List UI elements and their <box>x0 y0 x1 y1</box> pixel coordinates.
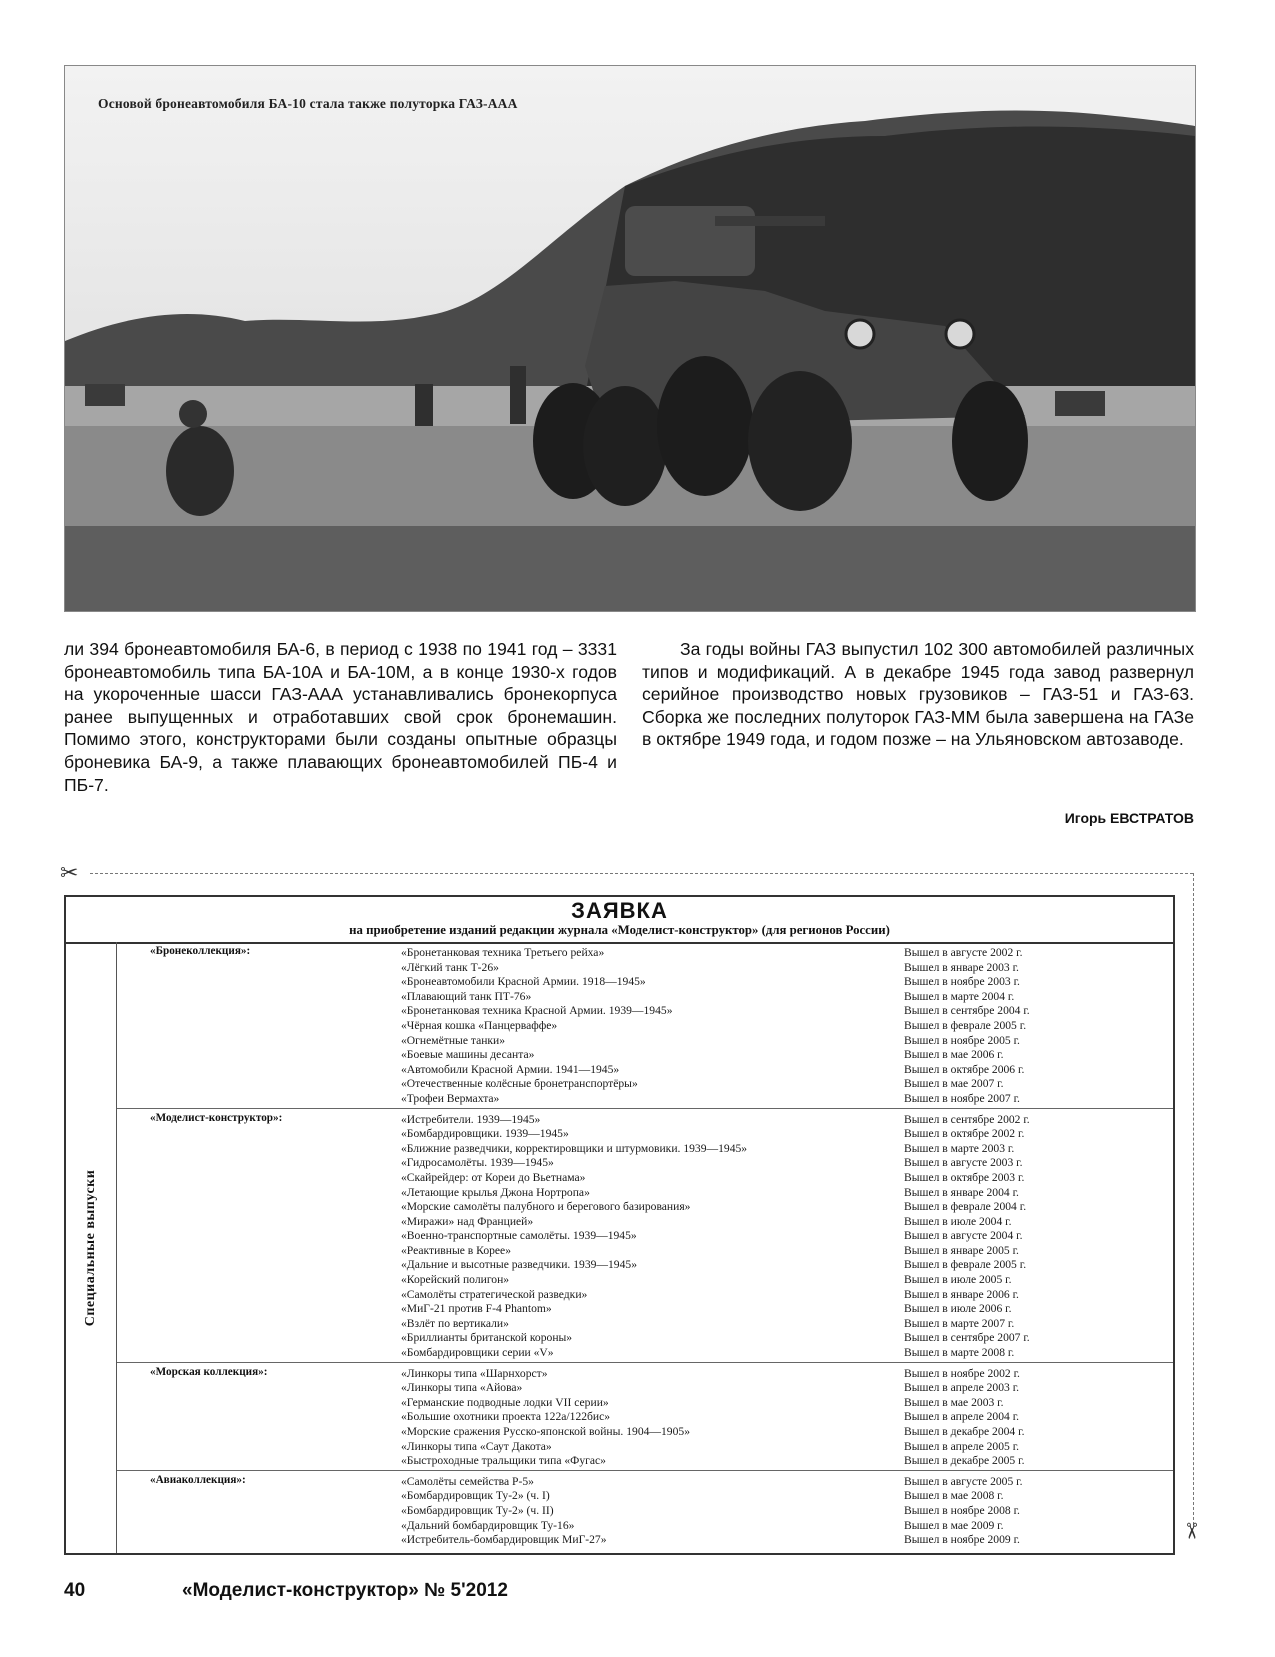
publication-row <box>117 1127 1173 1142</box>
publication-date: Вышел в декабре 2004 г. <box>904 1425 1025 1438</box>
publication-date: Вышел в ноябре 2008 г. <box>904 1503 1020 1517</box>
publication-row <box>117 1302 1173 1317</box>
page-number: 40 <box>64 1580 86 1601</box>
publication-title: «Реактивные в Корее» <box>401 1243 511 1257</box>
publication-date: Вышел в октябре 2006 г. <box>904 1062 1025 1076</box>
publication-row <box>117 1200 1173 1215</box>
publication-date: Вышел в сентябре 2002 г. <box>904 1112 1030 1126</box>
publication-date: Вышел в марте 2008 г. <box>904 1346 1015 1360</box>
publication-date: Вышел в декабре 2005 г. <box>904 1454 1025 1468</box>
publication-title: «Линкоры типа «Шарнхорст» <box>401 1366 548 1380</box>
publication-date: Вышел в январе 2004 г. <box>904 1185 1019 1199</box>
article-left-column: ли 394 бронеавтомобиля БА-6, в период с 1938 по 1941 год – 3331 бронеавтомобиль типа БА-10А и БА-10М, а в конце 1930-х годов на укороченные шасси ГАЗ-ААА устанавливались бронекорпуса ранее выпущенных и отработавших свой срок бронемашин. Помимо этого, конструкторами были созданы опытные образцы броневика БА-9, а также плавающих бронеавтомобилей ПБ-4 и ПБ-7. <box>64 639 617 795</box>
publication-date: Вышел в мае 2007 г. <box>904 1077 1004 1091</box>
article-right-column: За годы войны ГАЗ выпустил 102 300 автомобилей различных типов и модификаций. А в декабре 1945 года завод развернул серийное производство новых грузовиков – ГАЗ-51 и ГАЗ-63. Сборка же последних полуторок ГАЗ-ММ была завершена на ГАЗе в октябре 1949 года, и годом позже – на Ульяновском автозаводе. <box>642 639 1194 750</box>
publication-date: Вышел в августе 2002 г. <box>904 946 1023 959</box>
publication-title: «Бомбардировщики. 1939—1945» <box>401 1127 569 1141</box>
publication-title: «Бронетанковая техника Красной Армии. 1939—1945» <box>401 1004 673 1018</box>
scissors-icon: ✂ <box>60 860 79 885</box>
publication-title: «Миражи» над Францией» <box>401 1214 534 1228</box>
publication-row <box>117 1244 1173 1259</box>
publication-row <box>117 1504 1173 1519</box>
publication-title: «Скайрейдер: от Кореи до Вьетнама» <box>401 1170 586 1184</box>
publication-date: Вышел в сентябре 2004 г. <box>904 1004 1030 1018</box>
publication-row <box>117 1004 1173 1019</box>
publication-title: «Взлёт по вертикали» <box>401 1316 509 1330</box>
publication-title: «Бомбардировщик Ту-2» (ч. II) <box>401 1503 554 1517</box>
publication-title: «Плавающий танк ПТ-76» <box>401 989 532 1003</box>
publication-title: «Большие охотники проекта 122а/122бис» <box>401 1410 611 1424</box>
publication-date: Вышел в марте 2004 г. <box>904 989 1015 1003</box>
publication-row <box>117 1381 1173 1396</box>
armored-car-photo <box>64 65 1196 612</box>
publication-row <box>117 1077 1173 1092</box>
publication-title: «Трофеи Вермахта» <box>401 1091 500 1105</box>
publication-row <box>117 1440 1173 1455</box>
publication-row <box>117 975 1173 990</box>
publication-title: «Боевые машины десанта» <box>401 1048 535 1062</box>
publication-row <box>117 990 1173 1005</box>
publication-date: Вышел в марте 2007 г. <box>904 1316 1015 1330</box>
publication-title: «Самолёты стратегической разведки» <box>401 1287 588 1301</box>
publication-row <box>117 1048 1173 1063</box>
publication-row <box>117 1273 1173 1288</box>
publication-title: «Германские подводные лодки VII серии» <box>401 1395 609 1409</box>
publication-title: «Отечественные колёсные бронетранспортёры» <box>401 1077 638 1091</box>
publication-date: Вышел в августе 2004 г. <box>904 1229 1023 1243</box>
order-form <box>64 895 1175 1555</box>
publication-row <box>117 1367 1173 1382</box>
publication-row <box>117 1489 1173 1504</box>
publication-date: Вышел в феврале 2005 г. <box>904 1258 1027 1272</box>
publication-row <box>117 1331 1173 1346</box>
publication-row <box>117 1410 1173 1425</box>
publication-row <box>117 1258 1173 1273</box>
publication-row <box>117 1346 1173 1361</box>
publication-row <box>117 1454 1173 1469</box>
scissors-icon: ✂ <box>1179 1521 1205 1541</box>
form-subtitle: на приобретение изданий редакции журнала «Моделист-конструктор» (для регионов России) <box>349 923 890 937</box>
cut-line-horizontal <box>90 873 1193 874</box>
form-section <box>117 1109 1173 1363</box>
section-label: «Морская коллекция»: <box>150 1365 268 1378</box>
publication-row <box>117 1215 1173 1230</box>
publication-date: Вышел в мае 2003 г. <box>904 1395 1004 1409</box>
publication-row <box>117 1229 1173 1244</box>
publication-row <box>117 1063 1173 1078</box>
publication-title: «Дальний бомбардировщик Ту-16» <box>401 1518 575 1532</box>
publication-title: «Автомобили Красной Армии. 1941—1945» <box>401 1062 620 1076</box>
photo-caption: Основой бронеавтомобиля БА-10 стала также полуторка ГАЗ-ААА <box>98 96 518 111</box>
publication-title: «МиГ-21 против F-4 Phantom» <box>401 1302 552 1316</box>
publication-date: Вышел в мае 2008 г. <box>904 1489 1004 1503</box>
publication-date: Вышел в январе 2006 г. <box>904 1287 1019 1301</box>
publication-row <box>117 1156 1173 1171</box>
section-label: «Моделист-конструктор»: <box>150 1111 283 1124</box>
publication-row <box>117 1425 1173 1440</box>
publication-date: Вышел в июле 2004 г. <box>904 1214 1012 1228</box>
publication-title: «Морские самолёты палубного и берегового базирования» <box>401 1200 691 1214</box>
publication-date: Вышел в ноябре 2005 г. <box>904 1033 1020 1047</box>
publication-date: Вышел в августе 2005 г. <box>904 1474 1023 1488</box>
publication-row <box>117 1475 1173 1490</box>
form-section <box>117 942 1173 1109</box>
publication-title: «Дальние и высотные разведчики. 1939—1945» <box>401 1258 637 1272</box>
publication-title: «Морские сражения Русско-японской войны. 1904—1905» <box>401 1425 690 1438</box>
publication-date: Вышел в ноябре 2002 г. <box>904 1366 1020 1380</box>
publication-title: «Бомбардировщики серии «V» <box>401 1346 554 1360</box>
publication-row <box>117 1396 1173 1411</box>
publication-date: Вышел в ноябре 2009 г. <box>904 1533 1020 1547</box>
publication-date: Вышел в июле 2006 г. <box>904 1302 1012 1316</box>
section-label: «Авиаколлекция»: <box>150 1473 246 1486</box>
publication-row <box>117 1142 1173 1157</box>
publication-date: Вышел в январе 2005 г. <box>904 1243 1019 1257</box>
publication-row <box>117 1019 1173 1034</box>
publication-title: «Гидросамолёты. 1939—1945» <box>401 1156 554 1170</box>
publication-title: «Линкоры типа «Саут Дакота» <box>401 1439 552 1453</box>
publication-row <box>117 961 1173 976</box>
side-label-column <box>66 942 117 1553</box>
publication-date: Вышел в августе 2003 г. <box>904 1156 1023 1170</box>
publication-title: «Истребитель-бомбардировщик МиГ-27» <box>401 1533 607 1547</box>
publication-row <box>117 1533 1173 1548</box>
publication-row <box>117 1288 1173 1303</box>
form-section <box>117 1471 1173 1549</box>
publication-row <box>117 1186 1173 1201</box>
author-signature: Игорь ЕВСТРАТОВ <box>1064 810 1194 826</box>
publication-title: «Лёгкий танк Т-26» <box>401 960 499 974</box>
publication-title: «Огнемётные танки» <box>401 1033 506 1047</box>
form-title: ЗАЯВКА <box>571 898 668 923</box>
publication-title: «Ближние разведчики, корректировщики и штурмовики. 1939—1945» <box>401 1141 748 1155</box>
publication-title: «Быстроходные тральщики типа «Фугас» <box>401 1454 606 1468</box>
publication-row <box>117 1519 1173 1534</box>
publication-row <box>117 1092 1173 1107</box>
publication-date: Вышел в ноябре 2007 г. <box>904 1091 1020 1105</box>
form-sections <box>117 942 1173 1553</box>
form-section <box>117 1363 1173 1471</box>
publication-date: Вышел в ноябре 2003 г. <box>904 975 1020 989</box>
side-label: Специальные выпуски <box>83 1169 98 1326</box>
publication-title: «Летающие крылья Джона Нортропа» <box>401 1185 590 1199</box>
publication-title: «Бронетанковая техника Третьего рейха» <box>401 946 605 959</box>
cut-line-vertical <box>1193 873 1194 1525</box>
publication-title: «Бомбардировщик Ту-2» (ч. I) <box>401 1489 550 1503</box>
publication-row <box>117 1034 1173 1049</box>
publication-date: Вышел в феврале 2004 г. <box>904 1200 1027 1214</box>
publication-date: Вышел в апреле 2004 г. <box>904 1410 1020 1424</box>
section-label: «Бронеколлекция»: <box>150 945 251 957</box>
publication-title: «Бронеавтомобили Красной Армии. 1918—1945» <box>401 975 646 989</box>
photo-illustration <box>65 66 1195 611</box>
publication-title: «Самолёты семейства Р-5» <box>401 1474 534 1488</box>
publication-row <box>117 946 1173 961</box>
publication-date: Вышел в январе 2003 г. <box>904 960 1019 974</box>
publication-date: Вышел в сентябре 2007 г. <box>904 1331 1030 1345</box>
publication-title: «Чёрная кошка «Панцерваффе» <box>401 1018 558 1032</box>
publication-date: Вышел в октябре 2002 г. <box>904 1127 1025 1141</box>
publication-date: Вышел в марте 2003 г. <box>904 1141 1015 1155</box>
magazine-issue: «Моделист-конструктор» № 5'2012 <box>182 1580 508 1601</box>
publication-title: «Истребители. 1939—1945» <box>401 1112 541 1126</box>
publication-date: Вышел в июле 2005 г. <box>904 1273 1012 1287</box>
form-header <box>66 897 1173 944</box>
publication-title: «Линкоры типа «Айова» <box>401 1381 523 1395</box>
publication-date: Вышел в октябре 2003 г. <box>904 1170 1025 1184</box>
publication-row <box>117 1317 1173 1332</box>
publication-date: Вышел в мае 2009 г. <box>904 1518 1004 1532</box>
publication-title: «Военно-транспортные самолёты. 1939—1945» <box>401 1229 637 1243</box>
publication-date: Вышел в феврале 2005 г. <box>904 1018 1027 1032</box>
publication-date: Вышел в мае 2006 г. <box>904 1048 1004 1062</box>
publication-date: Вышел в апреле 2003 г. <box>904 1381 1020 1395</box>
publication-title: «Корейский полигон» <box>401 1273 510 1287</box>
publication-date: Вышел в апреле 2005 г. <box>904 1439 1020 1453</box>
publication-row <box>117 1171 1173 1186</box>
publication-title: «Бриллианты британской короны» <box>401 1331 573 1345</box>
